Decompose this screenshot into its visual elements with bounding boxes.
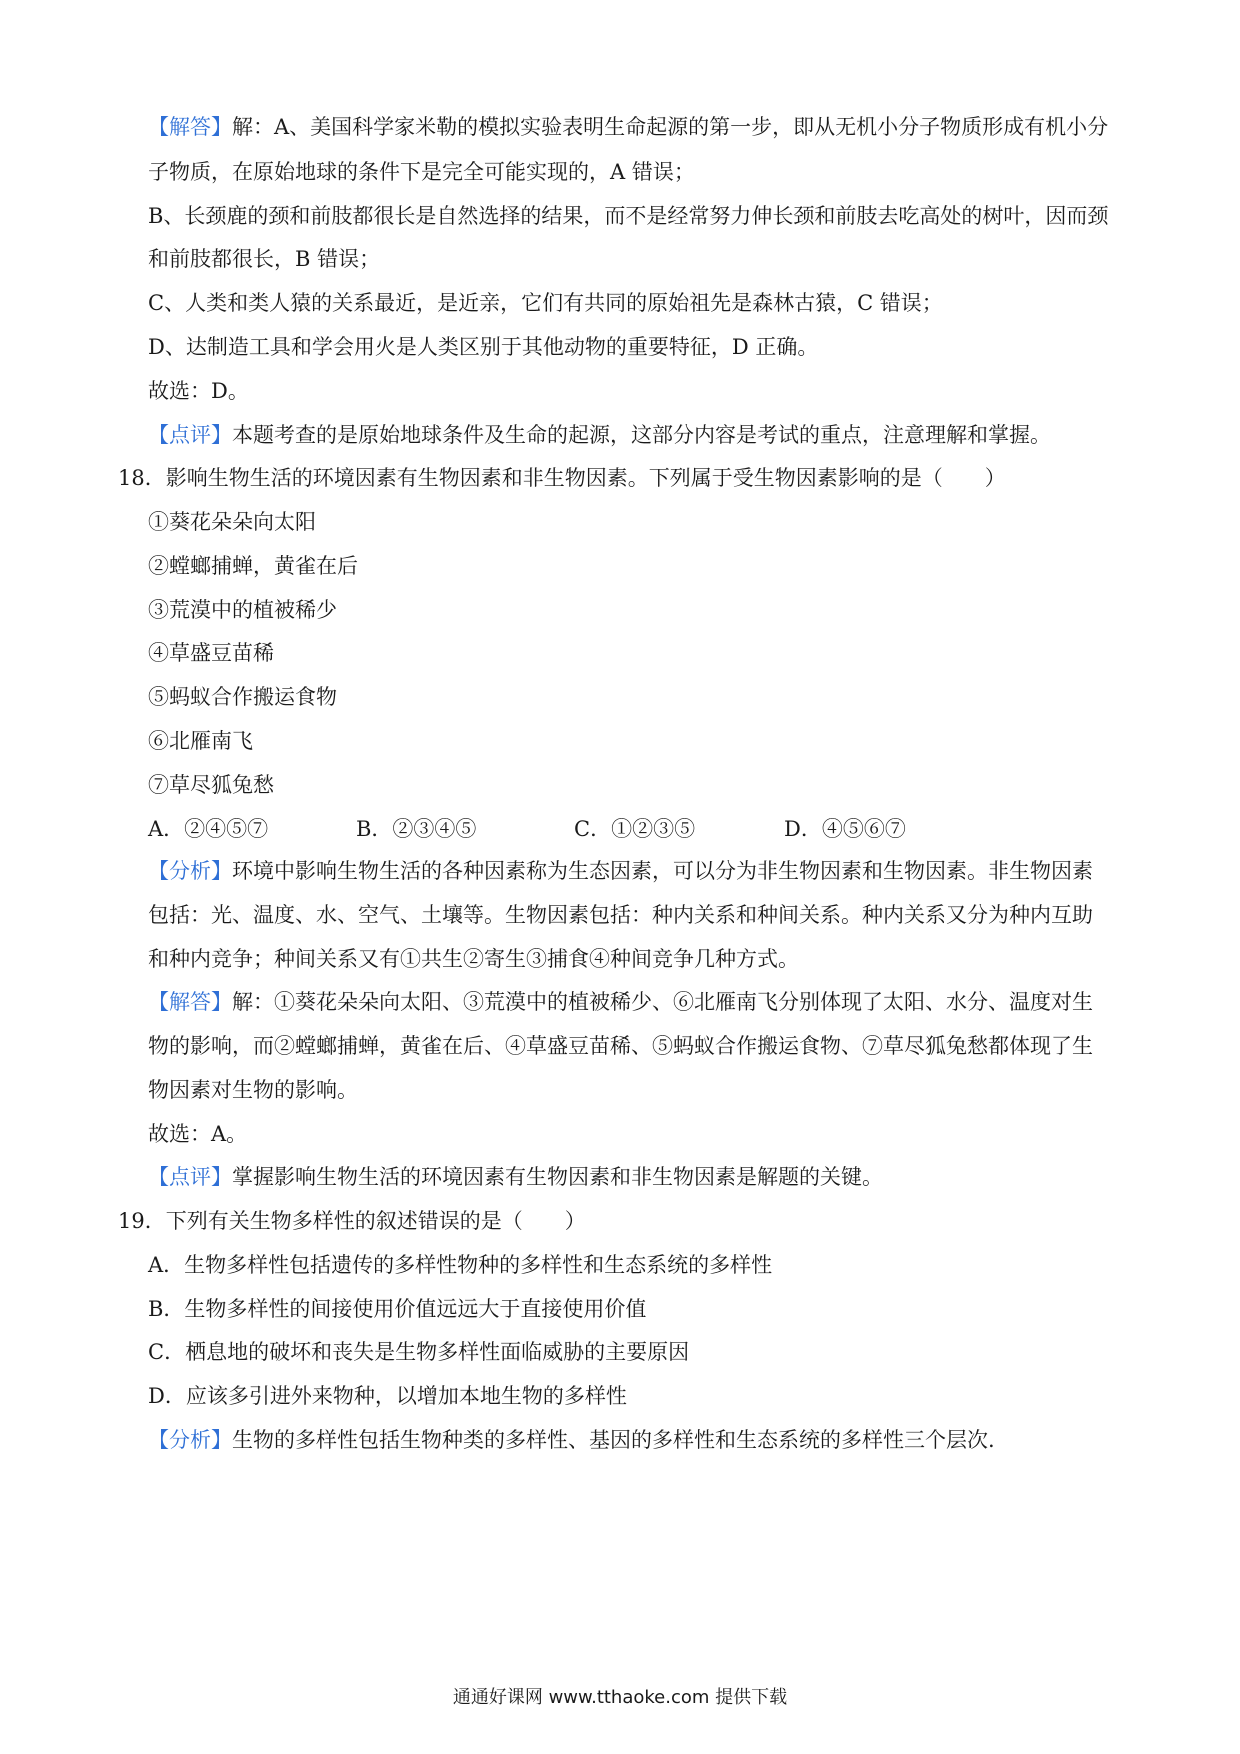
q18-item-7: ⑦草尽狐兔愁 [148,773,274,797]
comment-line: 【点评】本题考查的是原始地球条件及生命的起源，这部分内容是考试的重点，注意理解和掌握。 [148,423,1051,447]
q18-comment-line: 【点评】掌握影响生物生活的环境因素有生物因素和非生物因素是解题的关键。 [148,1165,883,1189]
q19-option-c: C．栖息地的破坏和丧失是生物多样性面临威胁的主要原因 [148,1340,690,1364]
q19-option-d: D．应该多引进外来物种，以增加本地生物的多样性 [148,1384,627,1408]
q18-analysis-line-2: 包括：光、温度、水、空气、土壤等。生物因素包括：种内关系和种间关系。种内关系又分为种内互助 [148,903,1093,927]
q18-item-6: ⑥北雁南飞 [148,729,253,753]
answer-line-4: 和前肢都很长，B 错误； [148,247,381,271]
answer-tag: 【解答】 [148,115,232,139]
q18-answer-choice: 故选：A。 [148,1122,248,1146]
q18-item-2: ②螳螂捕蝉，黄雀在后 [148,554,358,578]
analysis-tag: 【分析】 [148,1428,232,1452]
q18-answer-line-3: 物因素对生物的影响。 [148,1078,358,1102]
q18-analysis-line-1: 【分析】环境中影响生物生活的各种因素称为生态因素，可以分为非生物因素和生物因素。非生物因素 [148,859,1093,883]
q18-item-5: ⑤蚂蚁合作搬运食物 [148,685,337,709]
comment-tag: 【点评】 [148,423,232,447]
q18-item-4: ④草盛豆苗稀 [148,641,274,665]
question-18-stem: 18．影响生物生活的环境因素有生物因素和非生物因素。下列属于受生物因素影响的是（ ） [118,466,1006,490]
q18-option-c: C．①②③⑤ [574,817,696,841]
q18-analysis-line-3: 和种内竞争；种间关系又有①共生②寄生③捕食④种间竞争几种方式。 [148,947,799,971]
q18-answer-line-1: 【解答】解：①葵花朵朵向太阳、③荒漠中的植被稀少、⑥北雁南飞分别体现了太阳、水分、温度对生 [148,990,1093,1014]
q19-analysis-line: 【分析】生物的多样性包括生物种类的多样性、基因的多样性和生态系统的多样性三个层次. [148,1428,995,1452]
page-footer: 通通好课网 www.tthaoke.com 提供下载 [452,1687,788,1708]
q18-item-3: ③荒漠中的植被稀少 [148,598,337,622]
analysis-tag: 【分析】 [148,859,232,883]
answer-line-2: 子物质，在原始地球的条件下是完全可能实现的，A 错误； [148,160,695,184]
q18-option-d: D．④⑤⑥⑦ [784,817,906,841]
answer-line-1: 【解答】解：A、美国科学家米勒的模拟实验表明生命起源的第一步，即从无机小分子物质形成有机小分 [148,115,1109,139]
q18-answer-line-2: 物的影响，而②螳螂捕蝉，黄雀在后、④草盛豆苗稀、⑤蚂蚁合作搬运食物、⑦草尽狐兔愁都体现了生 [148,1034,1093,1058]
q18-option-a: A．②④⑤⑦ [148,817,269,841]
answer-choice-line: 故选：D。 [148,379,249,403]
answer-tag: 【解答】 [148,990,232,1014]
q18-item-1: ①葵花朵朵向太阳 [148,510,316,534]
q19-option-b: B．生物多样性的间接使用价值远远大于直接使用价值 [148,1297,647,1321]
answer-line-6: D、达制造工具和学会用火是人类区别于其他动物的重要特征，D 正确。 [148,335,819,359]
answer-line-5: C、人类和类人猿的关系最近，是近亲，它们有共同的原始祖先是森林古猿，C 错误； [148,291,943,315]
q18-option-b: B．②③④⑤ [356,817,477,841]
question-19-stem: 19．下列有关生物多样性的叙述错误的是（ ） [118,1209,586,1233]
answer-line-3: B、长颈鹿的颈和前肢都很长是自然选择的结果，而不是经常努力伸长颈和前肢去吃高处的树叶，因而颈 [148,204,1109,228]
q19-option-a: A．生物多样性包括遗传的多样性物种的多样性和生态系统的多样性 [148,1253,773,1277]
comment-tag: 【点评】 [148,1165,232,1189]
